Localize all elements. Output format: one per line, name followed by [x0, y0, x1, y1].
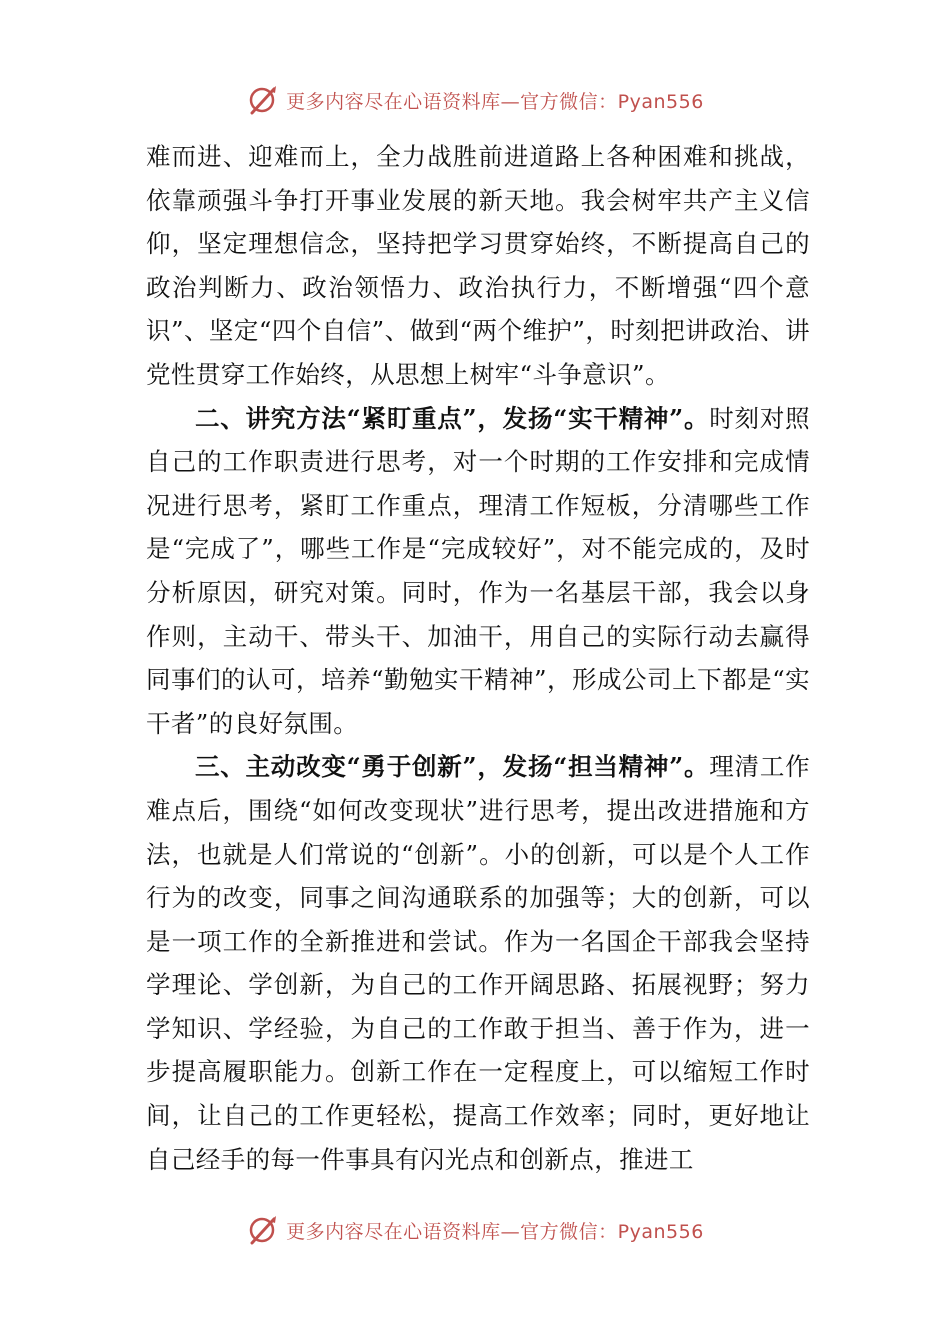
- footer-banner: [0, 1210, 950, 1250]
- paragraph-1: [146, 135, 810, 397]
- section-two-heading: 二、讲究方法“紧盯重点”，发扬“实干精神”。: [195, 403, 710, 433]
- paragraph-2-text: 时刻对照自己的工作职责进行思考，对一个时期的工作安排和完成情况进行思考，紧盯工作重点，理清工作短板，分清哪些工作是“完成了”，哪些工作是“完成较好”，对不能完成的，及时分析原因，研究对策。同时，作为一名基层干部，我会以身作则，主动干、带头干、加油干，用自己的实际行动去赢得同事们的认可，培养“勤勉实干精神”，形成公司上下都是“实干者”的良好氛围。: [146, 403, 810, 738]
- pen-circle-logo-icon: [246, 83, 280, 117]
- footer-banner-text: 更多内容尽在心语资料库—官方微信：Pyan556: [286, 1220, 704, 1243]
- header-banner: [0, 80, 950, 120]
- paragraph-3: [146, 745, 810, 1181]
- section-three-heading: 三、主动改变“勇于创新”，发扬“担当精神”。: [195, 752, 710, 782]
- header-banner-text: 更多内容尽在心语资料库—官方微信：Pyan556: [286, 90, 704, 113]
- paragraph-2: [146, 397, 810, 746]
- document-body: [146, 135, 810, 1181]
- pen-circle-logo-icon: [246, 1213, 280, 1247]
- paragraph-1-text: 难而进、迎难而上，全力战胜前进道路上各种困难和挑战，依靠顽强斗争打开事业发展的新天地。我会树牢共产主义信仰，坚定理想信念，坚持把学习贯穿始终，不断提高自己的政治判断力、政治领悟力、政治执行力，不断增强“四个意识”、坚定“四个自信”、做到“两个维护”，时刻把讲政治、讲党性贯穿工作始终，从思想上树牢“斗争意识”。: [146, 142, 810, 389]
- paragraph-3-text: 理清工作难点后，围绕“如何改变现状”进行思考，提出改进措施和方法，也就是人们常说的“创新”。小的创新，可以是个人工作行为的改变，同事之间沟通联系的加强等；大的创新，可以是一项工作的全新推进和尝试。作为一名国企干部我会坚持学理论、学创新，为自己的工作开阔思路、拓展视野；努力学知识、学经验，为自己的工作敢于担当、善于作为，进一步提高履职能力。创新工作在一定程度上，可以缩短工作时间，让自己的工作更轻松，提高工作效率；同时，更好地让自己经手的每一件事具有闪光点和创新点，推进工: [146, 752, 810, 1174]
